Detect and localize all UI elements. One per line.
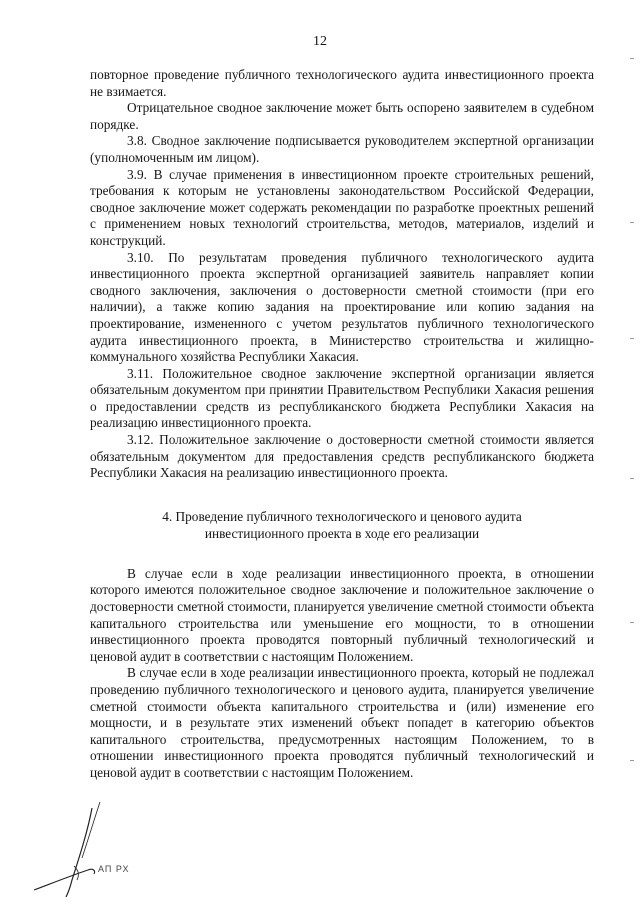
paragraph: Отрицательное сводное заключение может быть оспорено заявителем в судебном порядке.: [90, 100, 594, 132]
paragraph-3-12: 3.12. Положительное заключение о достоверности сметной стоимости является обязательным документом для предоставления средств республиканского бюджета Республики Хакасия на реализацию инвестиционного проекта.: [90, 432, 594, 481]
section-4-paragraphs: [90, 566, 594, 782]
scan-edge-marks: [630, 0, 636, 905]
paragraph-3-10: 3.10. По результатам проведения публичного технологического аудита инвестиционного проекта экспертной организацией заявитель направляет копии сводного заключения, заключения о достоверности сметной стоимости (при его наличии), а также копию задания на проектирование или копию задания на проектирование, измененного с учетом результатов публичного технологического аудита инвестиционного проекта, в Министерство строительства и жилищно-коммунального хозяйства Республики Хакасия.: [90, 249, 594, 365]
section-4-heading: [90, 508, 594, 542]
paragraph: повторное проведение публичного технологического аудита инвестиционного проекта не взимается.: [90, 67, 594, 99]
paragraph: В случае если в ходе реализации инвестиционного проекта, в отношении которого имеются положительное сводное заключение и положительное заключение о достоверности сметной стоимости, планируется увеличение сметной стоимости объекта капитального строительства или уменьшение его мощности, то в отношении инвестиционного проекта проводятся повторный публичный технологический и ценовой аудит в соответствии с настоящим Положением.: [90, 565, 594, 664]
paragraph-3-8: 3.8. Сводное заключение подписывается руководителем экспертной организации (уполномоченным им лицом).: [90, 133, 594, 165]
section-heading-line: 4. Проведение публичного технологического и ценового аудита: [162, 508, 522, 524]
document-stamp: АП РХ: [98, 864, 130, 874]
paragraph-3-11: 3.11. Положительное сводное заключение экспертной организации является обязательным документом при принятии Правительством Республики Хакасия решения о предоставлении средств из республиканского бюджета Республики Хакасия на реализацию инвестиционного проекта.: [90, 365, 594, 431]
document-body: [90, 67, 594, 782]
section-3-paragraphs: [90, 67, 594, 482]
section-heading-line: инвестиционного проекта в ходе его реализации: [204, 525, 480, 541]
handwritten-signature: [30, 800, 140, 900]
paragraph: В случае если в ходе реализации инвестиционного проекта, который не подлежал проведению публичного технологического и ценового аудита, планируется увеличение сметной стоимости объекта капитального строительства и (или) изменение его мощности, и в результате этих изменений объект попадет в категорию объектов капитального строительства, предусмотренных настоящим Положением, то в отношении инвестиционного проекта проводятся публичный технологический и ценовой аудит в соответствии с настоящим Положением.: [90, 665, 594, 780]
page-number: 12: [313, 34, 327, 49]
paragraph-3-9: 3.9. В случае применения в инвестиционном проекте строительных решений, требования к которым не установлены законодательством Российской Федерации, сводное заключение может содержать рекомендации по разработке проектных решений с применением новых технологий строительства, методов, материалов, изделий и конструкций.: [90, 166, 594, 248]
